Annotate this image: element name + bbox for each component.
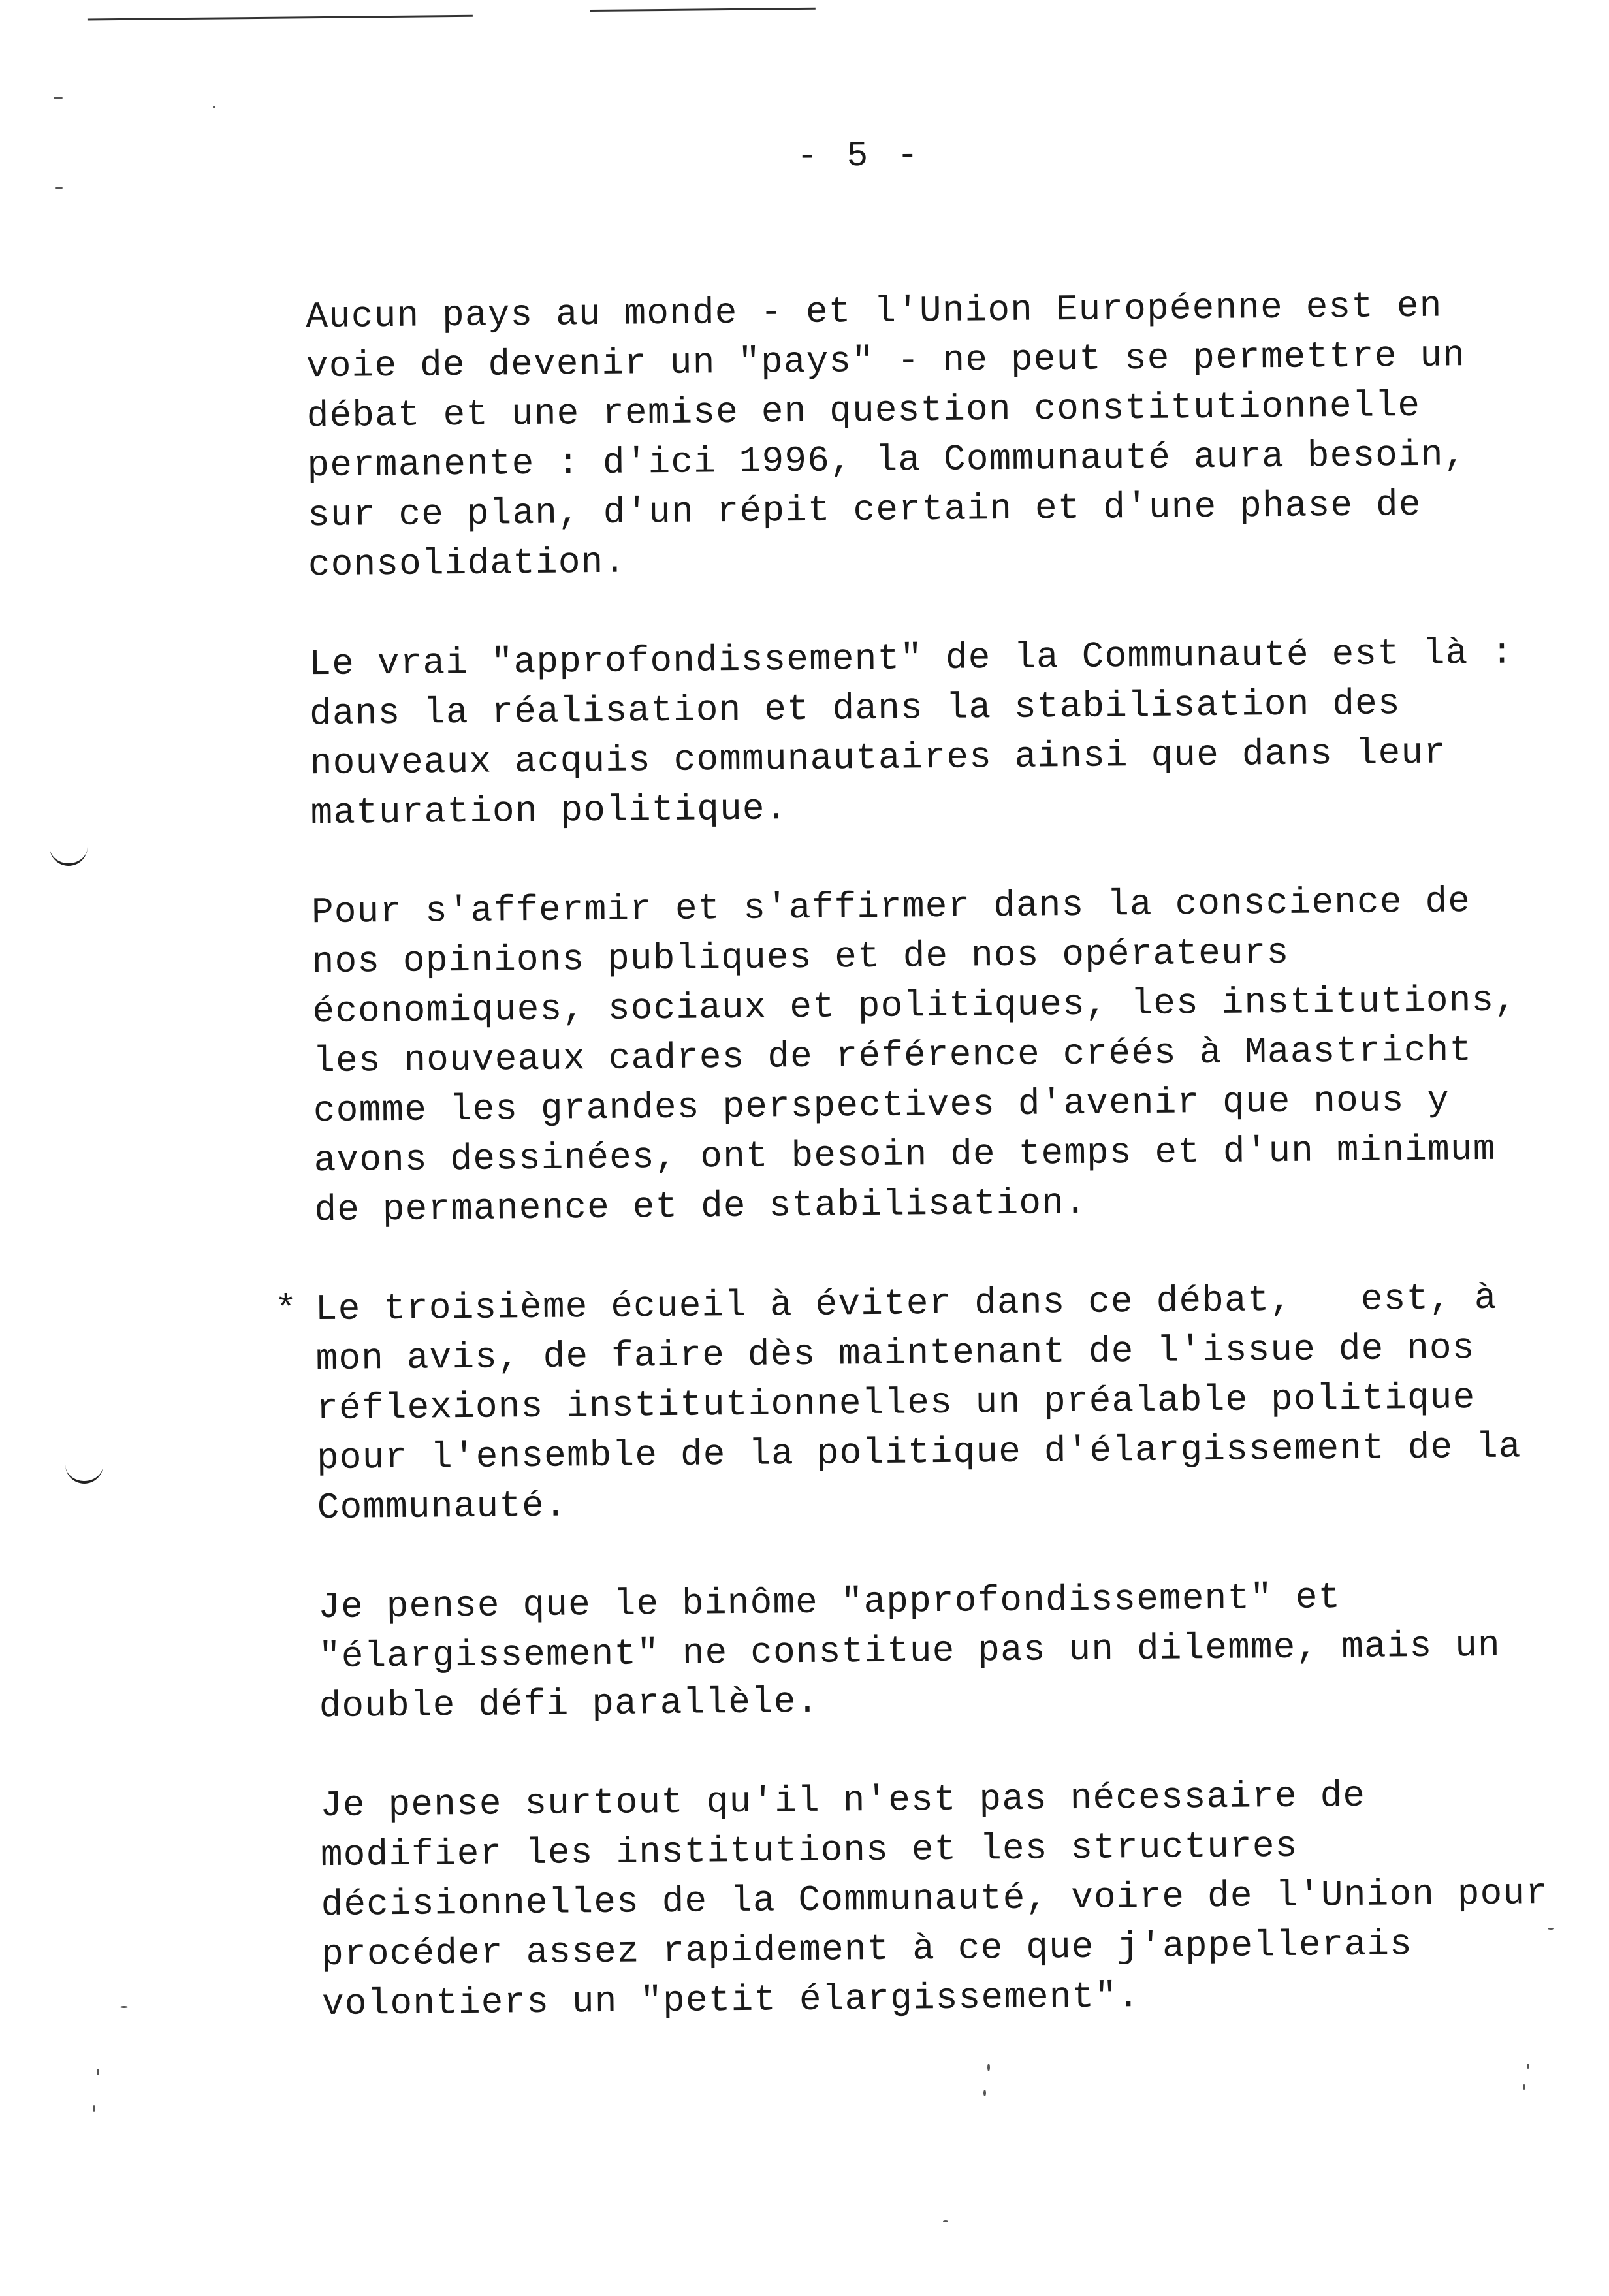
asterisk-bullet: * (274, 1288, 297, 1331)
text-line: les nouveaux cadres de référence créés à Maastricht (312, 1029, 1473, 1083)
text-line: nouveaux acquis communautaires ainsi que dans leur (310, 731, 1447, 785)
text-line: procéder assez rapidement à ce que j'appellerais (321, 1923, 1413, 1976)
scan-speck (983, 2090, 986, 2096)
text-line: réflexions institutionnelles un préalable politique (316, 1377, 1476, 1430)
text-line: Communauté. (317, 1484, 567, 1529)
text-line: Aucun pays au monde - et l'Union Européenne est en (305, 285, 1442, 338)
scan-speck (987, 2064, 990, 2071)
text-line: permanente : d'ici 1996, la Communauté aura besoin, (307, 434, 1467, 487)
scan-speck (120, 2006, 128, 2008)
text-line: Je pense que le binôme "approfondissement" et (317, 1576, 1341, 1629)
text-line: économiques, sociaux et politiques, les institutions, (312, 979, 1518, 1033)
text-line: Le troisième écueil à éviter dans ce débat, est, à (315, 1277, 1498, 1331)
scan-speck (943, 2220, 948, 2222)
top-rule-right (590, 8, 816, 12)
text-line: avons dessinées, ont besoin de temps et d'un minimum (313, 1128, 1496, 1182)
text-line: sur ce plan, d'un répit certain et d'une phase de (307, 483, 1422, 537)
text-line: consolidation. (308, 541, 627, 586)
text-line: double défi parallèle. (319, 1680, 820, 1728)
text-line: décisionnelles de la Communauté, voire de l'Union pour (321, 1872, 1549, 1926)
scan-speck (1548, 1928, 1554, 1930)
scan-speck (97, 2069, 99, 2075)
text-line: de permanence et de stabilisation. (314, 1181, 1088, 1232)
top-rule-left (88, 15, 473, 21)
text-line: Je pense surtout qu'il n'est pas nécessaire de (319, 1774, 1366, 1827)
text-line: comme les grandes perspectives d'avenir que nous y (313, 1079, 1450, 1132)
text-line: dans la réalisation et dans la stabilisation des (309, 682, 1401, 735)
text-line: "élargissement" ne constitue pas un dilemme, mais un (318, 1624, 1501, 1678)
text-line: voie de devenir un "pays" - ne peut se permettre un (306, 334, 1466, 388)
text-line: Le vrai "approfondissement" de la Communauté est là : (309, 631, 1514, 686)
page-number: - 5 - (796, 136, 923, 178)
scan-speck (54, 97, 63, 99)
text-line: pour l'ensemble de la politique d'élargissement de la (316, 1426, 1522, 1480)
scan-speck (55, 187, 63, 189)
text-line: modifier les institutions et les structures (320, 1825, 1298, 1877)
text-line: Pour s'affermir et s'affirmer dans la conscience de (311, 880, 1471, 934)
scan-speck (1527, 2064, 1529, 2069)
text-line: débat et une remise en question constitutionnelle (306, 384, 1421, 438)
text-line: volontiers un "petit élargissement". (321, 1975, 1141, 2026)
text-line: nos opinions publiques et de nos opérateurs (311, 931, 1290, 983)
scan-speck (93, 2105, 95, 2112)
text-line: mon avis, de faire dès maintenant de l'issue de nos (315, 1327, 1475, 1380)
scan-speck (1523, 2084, 1525, 2090)
text-line: maturation politique. (310, 788, 788, 835)
scan-speck (213, 106, 215, 108)
